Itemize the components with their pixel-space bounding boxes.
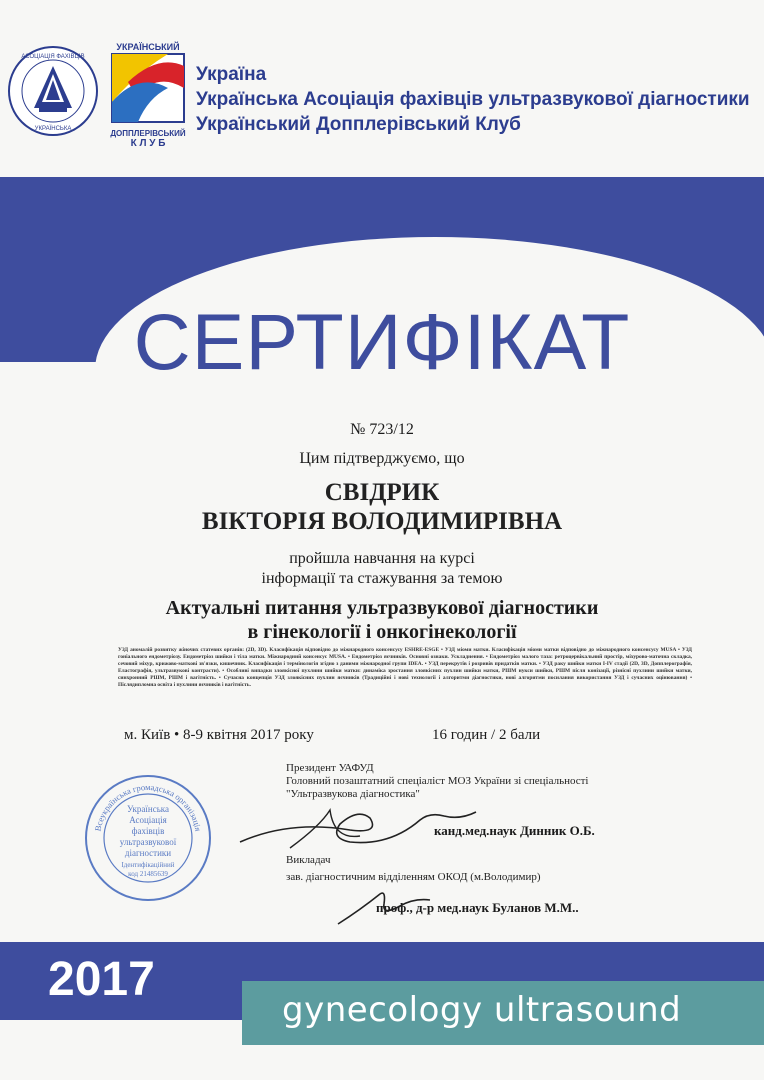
- recipient-surname: СВІДРИК: [324, 479, 440, 506]
- confirm-text: Цим підтверджуємо, що: [299, 450, 465, 467]
- footer-year: 2017: [48, 953, 155, 1006]
- course-statement-line1: пройшла навчання на курсі: [289, 550, 475, 567]
- svg-text:АСОЦІАЦІЯ ФАХІВЦІВ: АСОЦІАЦІЯ ФАХІВЦІВ: [21, 54, 85, 60]
- stamp-outer-text: Всеукраїнська громадська організація: [92, 781, 204, 832]
- association-logo: [6, 44, 100, 138]
- stamp-line3: фахівців: [131, 826, 165, 836]
- course-statement-line2: інформації та стажування за темою: [261, 570, 503, 587]
- course-program-fine-print: УЗД аномалій розвитку жіночих статевих органів: (2D, 3D). Класифікація відповідно до міжнародного консенсусу ESHRE-ESGE • УЗД міоми матки. Класифікація міоми матки відповідно до міжнародного консенсусу MUSA • УЗД гоніального ендометріозу. Ендометріоз шийки і тіла матки. Міжнародний консенсус MUSA. • Ендометріоз яєчників. Основні ознаки. Ускладнення. • Ендометріоз малого таза: ретроцервікальний простір, міхурово-маточна складка, сечовий міхур, крижово-маткові зв'язки, кишечник. Класифікація і термінологія згідно з даними міжнародної групи IDEA. • УЗД перекрутів і розривів придатків матки. • УЗД раку шийки матки I-IV стадії (2D, 3D, Допплерографія, Еластографія, ультразвукові контрасти). • Особливі випадки злоякісної пухлини шийки матки: динаміка зростання злоякісних пухлин шийки матки, РШМ нукси шийки, РШМ після конізації, різнісні пухлини шийки матки, синхронний РШМ, РШМ і вагітність. • Сучасна концепція УЗД злоякісних пухлин яєчників (Традиційні і нові технології і алгоритми діагностики, нові алгоритми посилання використання УЗД і сучасних оцінювання) • Післядипломна освіта і пухлини яєчників і вагітність.: [118, 647, 692, 688]
- footer-tagline: gynecology ultrasound: [282, 990, 682, 1030]
- course-topic: [0, 596, 764, 644]
- stamp-line2: Асоціація: [129, 815, 167, 825]
- president-position: Головний позаштатний спеціаліст МОЗ України зі спеціальності: [286, 775, 589, 787]
- recipient-name: [0, 478, 764, 536]
- club-logo-emblem: [108, 52, 188, 124]
- header-country: Україна: [196, 64, 267, 85]
- place-date: м. Київ • 8-9 квітня 2017 року: [124, 727, 314, 743]
- president-name: канд.мед.наук Динник О.Б.: [434, 823, 595, 838]
- header-organizations: [196, 62, 750, 137]
- stamp-line4: ультразвукової: [119, 837, 177, 847]
- svg-text:УКРАЇНСЬКА: УКРАЇНСЬКА: [34, 126, 72, 132]
- president-signature: [230, 790, 480, 860]
- course-topic-line1: Актуальні питання ультразвукової діагностики: [165, 597, 599, 619]
- club-logo-bottom-text: К Л У Б: [130, 138, 166, 149]
- course-topic-line2: в гінекології і онкогінекології: [247, 621, 517, 643]
- president-specialty: "Ультразвукова діагностика": [286, 788, 420, 800]
- hours-points: 16 годин / 2 бали: [432, 727, 541, 743]
- lecturer-position: зав. діагностичним відділенням ОКОД (м.Володимир): [286, 871, 541, 883]
- header-club: Український Допплерівський Клуб: [196, 114, 521, 135]
- doppler-club-logo: [108, 42, 188, 150]
- lecturer-role: Викладач: [286, 854, 331, 866]
- stamp-line1: Українська: [126, 804, 170, 814]
- president-role: Президент УАФУД: [286, 762, 374, 774]
- course-statement: [0, 549, 764, 589]
- header-association: Українська Асоціація фахівців ультразвукової діагностики: [196, 89, 750, 110]
- club-logo-top-text: УКРАЇНСЬКИЙ: [116, 42, 180, 52]
- stamp-line5: діагностики: [124, 848, 172, 858]
- association-stamp: [82, 772, 214, 904]
- lecturer-signature: [330, 880, 450, 930]
- recipient-given-names: ВІКТОРІЯ ВОЛОДИМИРІВНА: [201, 508, 563, 535]
- stamp-line7: код 21485639: [128, 870, 168, 878]
- club-logo-mid-text: ДОППЛЕРІВСЬКИЙ: [110, 129, 186, 138]
- certificate-title: СЕРТИФІКАТ: [133, 297, 631, 386]
- stamp-line6: Ідентифікаційний: [121, 861, 175, 869]
- lecturer-name: проф., д-р мед.наук Буланов М.М..: [376, 900, 579, 915]
- certificate-number: № 723/12: [350, 421, 414, 438]
